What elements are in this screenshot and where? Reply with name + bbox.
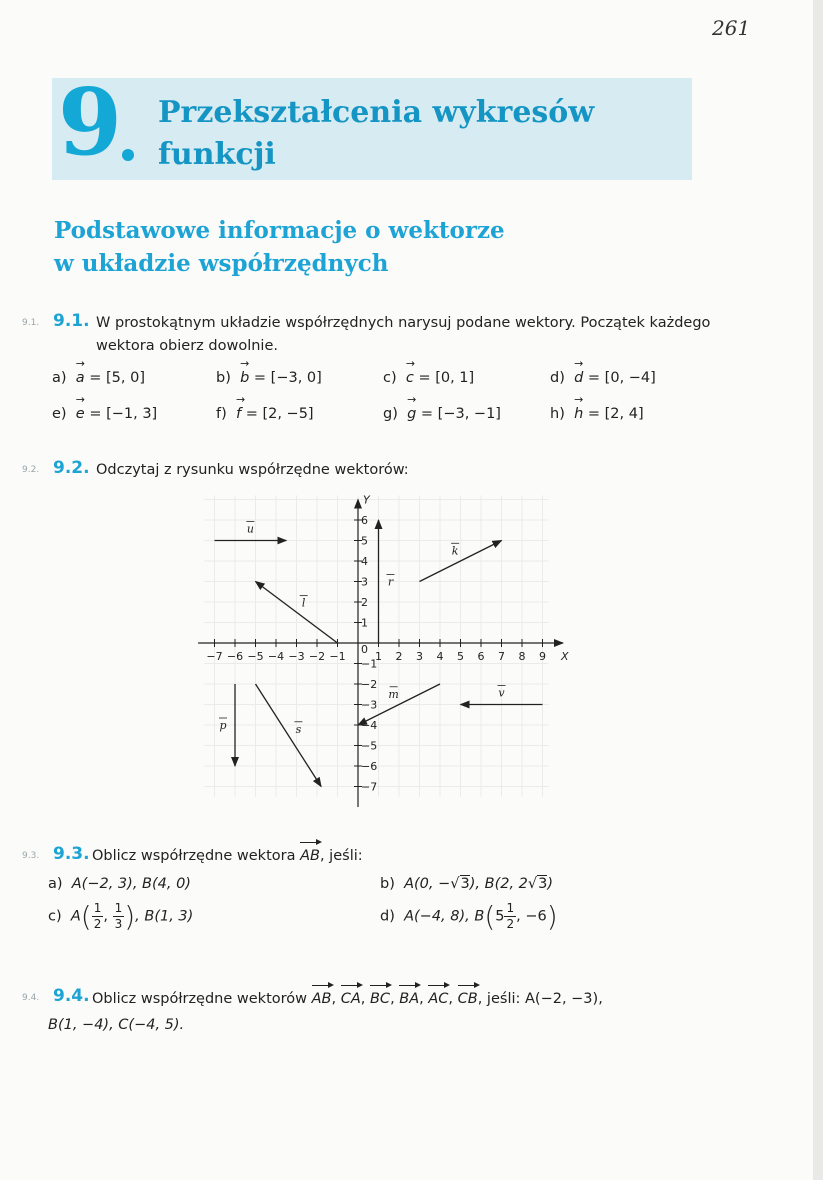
exercise-9-1-item-f: f) → f = [2, −5]: [216, 406, 314, 422]
chapter-title-line2: funkcji: [158, 137, 276, 172]
x-tick-label: −2: [308, 650, 326, 663]
x-tick-label: 3: [416, 650, 423, 663]
x-tick-label: −7: [206, 650, 223, 663]
exercise-9-1-item-c: c) → c = [0, 1]: [383, 370, 474, 386]
graph-axes: [198, 495, 569, 807]
x-tick-label: −3: [288, 650, 305, 663]
exercise-9-4-margin-ref: 9.4.: [22, 993, 40, 1003]
exercise-9-4-number: 9.4.: [53, 986, 90, 1006]
exercise-9-3-number: 9.3.: [53, 844, 90, 864]
exercise-9-1-text: W prostokątnym układzie współrzędnych narysuj podane wektory. Początek każdego wektora obierz dowolnie.: [96, 315, 711, 354]
exercise-9-1-item-b: b) → b = [−3, 0]: [216, 370, 322, 386]
section-title: [54, 214, 614, 280]
exercise-9-3-item-d: d) A(−4, 8), B(5 $\frac{1}{2}$ , −6): [380, 900, 558, 933]
vector-ab: AB: [300, 845, 320, 868]
x-tick-label: 2: [395, 650, 403, 663]
vector-ca: CA: [341, 988, 361, 1011]
x-tick-label: 9: [539, 650, 546, 663]
x-tick-label: 6: [477, 650, 485, 663]
y-tick-label: −6: [361, 760, 378, 773]
y-tick-label: 4: [361, 555, 368, 568]
exercise-9-1-item-h: h) → h = [2, 4]: [550, 406, 644, 422]
vector-bc: BC: [370, 988, 390, 1011]
section-title-line1: Podstawowe informacje o wektorze: [54, 217, 505, 244]
exercise-9-3-item-b: b) A(0, −√3), B(2, 2√3): [380, 876, 554, 892]
y-tick-label: 6: [361, 514, 368, 527]
chapter-title-line1: Przekształcenia wykresów: [158, 95, 595, 130]
vector-graph: [195, 495, 570, 815]
x-tick-label: −1: [329, 650, 346, 663]
exercise-9-3-item-a: a) A(−2, 3), B(4, 0): [48, 876, 191, 892]
exercise-9-4-text: Oblicz współrzędne wektorów AB, CA, BC, BA, AC, CB, jeśli: A(−2, −3),: [92, 988, 603, 1011]
exercise-9-2-number: 9.2.: [53, 458, 90, 478]
vector-s: [256, 684, 322, 787]
x-axis-label: X: [561, 650, 569, 663]
vector-ba: BA: [399, 988, 419, 1011]
page-edge-shadow: [813, 0, 823, 1180]
y-tick-label: 5: [361, 534, 368, 548]
origin-label: 0: [361, 643, 368, 656]
x-tick-label: 4: [436, 650, 444, 663]
y-tick-label: 3: [361, 575, 368, 589]
exercise-9-3-item-c: c) A( $\frac{1}{2}$ , $\frac{1}{3}$ ), B(1, 3): [48, 900, 194, 933]
x-tick-label: 1: [375, 650, 382, 663]
chapter-dot: [122, 149, 134, 161]
x-tick-label: −5: [247, 650, 264, 663]
vector-label-m: m: [388, 687, 399, 701]
x-tick-label: 8: [518, 650, 526, 663]
exercise-9-1-item-g: g) → g = [−3, −1]: [383, 406, 501, 422]
y-tick-label: −3: [361, 698, 378, 712]
section-title-line2: w układzie współrzędnych: [54, 250, 389, 277]
y-tick-label: 1: [361, 616, 368, 630]
y-tick-label: −2: [361, 678, 378, 691]
vector-label-p: p: [219, 719, 227, 732]
y-tick-label: −7: [361, 780, 378, 794]
y-axis-label: Y: [363, 495, 370, 507]
exercise-9-1-item-d: d) → d = [0, −4]: [550, 370, 656, 386]
y-tick-label: 2: [361, 596, 368, 609]
chapter-title: [158, 92, 678, 176]
vector-cb: CB: [458, 988, 478, 1011]
x-tick-label: 7: [498, 650, 505, 663]
y-tick-label: −1: [361, 657, 378, 671]
x-tick-label: −6: [226, 650, 244, 663]
exercise-9-4-line2: B(1, −4), C(−4, 5).: [48, 1017, 185, 1033]
vector-label-l: l: [301, 596, 306, 610]
exercise-9-1-margin-ref: 9.1.: [22, 318, 40, 328]
y-tick-label: −4: [361, 719, 378, 732]
page-number: 261: [712, 16, 751, 40]
x-tick-label: −4: [267, 650, 285, 663]
exercise-9-3-text: Oblicz współrzędne wektora AB, jeśli:: [92, 845, 363, 868]
exercise-9-1-item-e: e) → e = [−1, 3]: [52, 406, 157, 422]
exercise-9-1-item-a: a) → a = [5, 0]: [52, 370, 145, 386]
exercise-9-2-margin-ref: 9.2.: [22, 465, 40, 475]
vector-ac: AC: [428, 988, 448, 1011]
vector-label-k: k: [451, 544, 459, 558]
x-tick-label: 5: [457, 650, 464, 663]
vector-label-r: r: [387, 575, 394, 589]
y-tick-label: −5: [361, 739, 378, 753]
exercise-9-2-text: Odczytaj z rysunku współrzędne wektorów:: [96, 462, 409, 478]
vector-label-v: v: [498, 686, 505, 700]
vector-label-s: s: [295, 722, 302, 736]
vector-ab: AB: [312, 988, 332, 1011]
exercise-9-1-number: 9.1.: [53, 311, 90, 331]
vector-label-u: u: [246, 522, 254, 536]
exercise-9-3-margin-ref: 9.3.: [22, 851, 40, 861]
chapter-number: 9: [58, 68, 123, 176]
